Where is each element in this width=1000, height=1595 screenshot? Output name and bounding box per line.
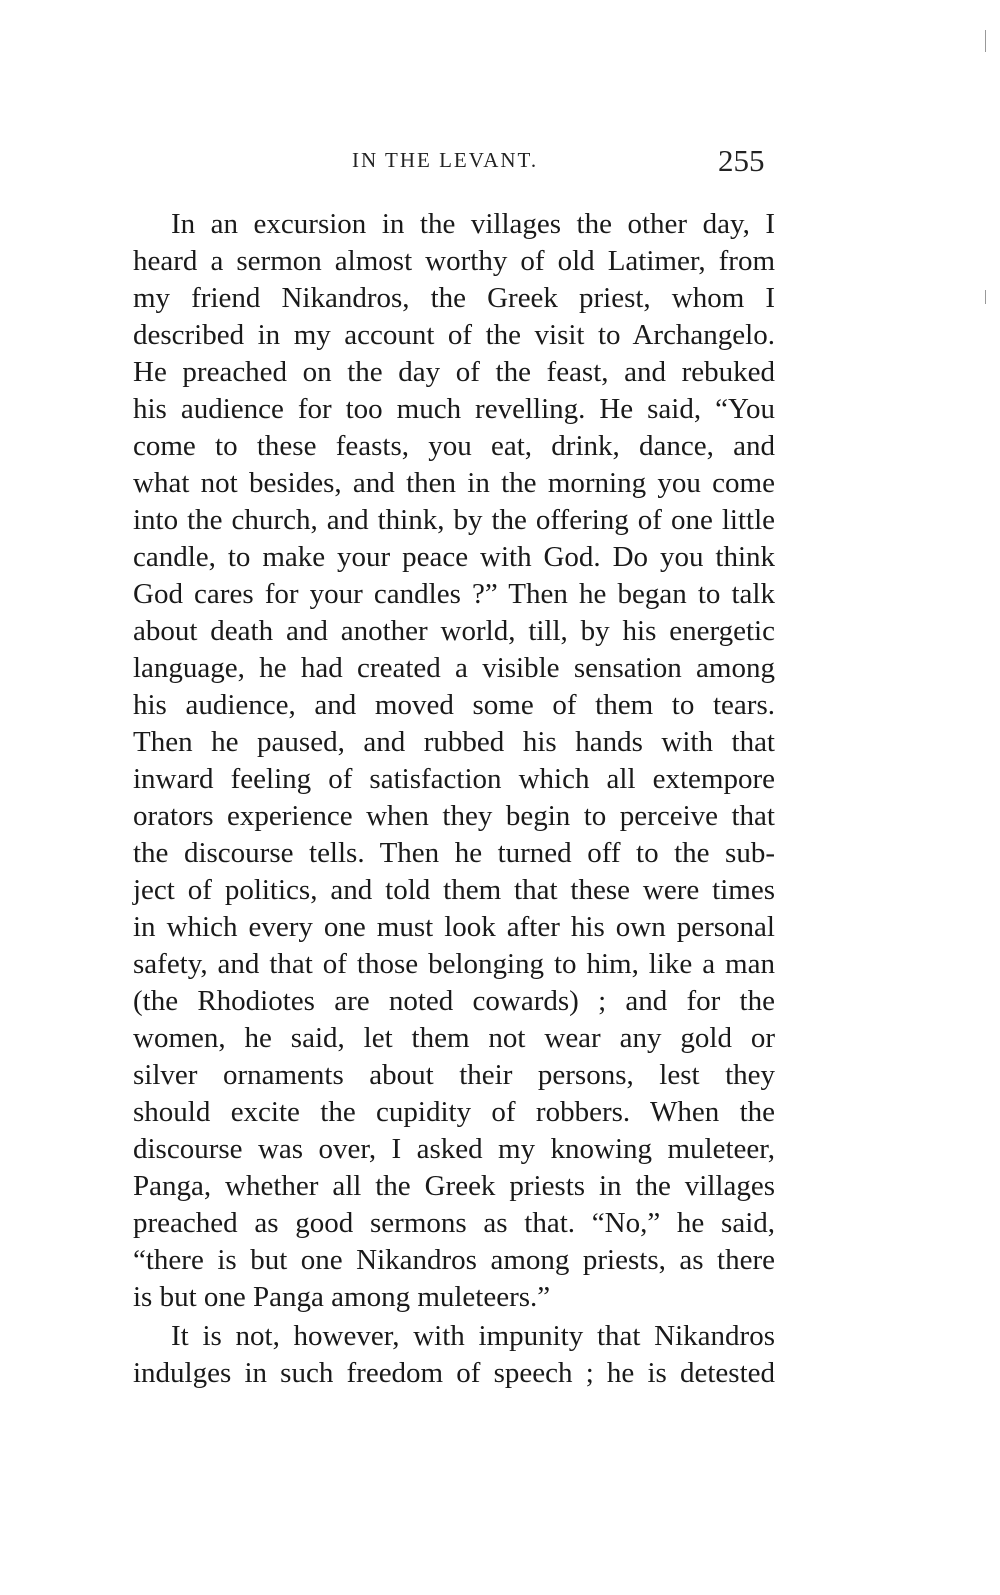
text-line: about death and another world, till, by his energetic [133,615,775,647]
text-line: what not besides, and then in the morning you come [133,467,775,499]
text-line: In an excursion in the villages the other day, I [171,208,775,240]
text-line: language, he had created a visible sensation among [133,652,775,684]
text-line: in which every one must look after his own personal [133,911,775,943]
text-line: my friend Nikandros, the Greek priest, whom I [133,282,775,314]
text-line: Panga, whether all the Greek priests in the villages [133,1170,775,1202]
text-line: should excite the cupidity of robbers. When the [133,1096,775,1128]
text-line: his audience for too much revelling. He said, “You [133,393,775,425]
scan-edge-mark [985,30,986,52]
paragraph-1 [133,206,775,1316]
text-line: come to these feasts, you eat, drink, dance, and [133,430,775,462]
text-line: (the Rhodiotes are noted cowards) ; and for the [133,985,775,1017]
text-line: candle, to make your peace with God. Do you think [133,541,775,573]
scan-edge-mark [985,290,986,304]
text-line: silver ornaments about their persons, lest they [133,1059,775,1091]
text-line: indulges in such freedom of speech ; he is detested [133,1357,775,1389]
text-line: safety, and that of those belonging to him, like a man [133,948,775,980]
text-line: discourse was over, I asked my knowing muleteer, [133,1133,775,1165]
text-line: into the church, and think, by the offering of one little [133,504,775,536]
text-line: ject of politics, and told them that these were times [133,874,775,906]
page-number: 255 [718,143,765,178]
text-line: “there is but one Nikandros among priests, as there [133,1244,775,1276]
body-text [133,206,775,1392]
text-line: described in my account of the visit to Archangelo. [133,319,775,351]
text-line: inward feeling of satisfaction which all extempore [133,763,775,795]
text-line: heard a sermon almost worthy of old Latimer, from [133,245,775,277]
text-line: It is not, however, with impunity that Nikandros [171,1320,775,1352]
text-line: preached as good sermons as that. “No,” he said, [133,1207,775,1239]
running-head: IN THE LEVANT. [352,148,539,172]
text-line: Then he paused, and rubbed his hands with that [133,726,775,758]
text-line: his audience, and moved some of them to tears. [133,689,775,721]
text-line: orators experience when they begin to perceive that [133,800,775,832]
text-line: is but one Panga among muleteers.” [133,1281,551,1313]
text-line: He preached on the day of the feast, and rebuked [133,356,775,388]
text-line: women, he said, let them not wear any gold or [133,1022,775,1054]
text-line: God cares for your candles ?” Then he began to talk [133,578,775,610]
text-line: the discourse tells. Then he turned off to the sub- [133,837,775,869]
paragraph-2 [133,1318,775,1392]
